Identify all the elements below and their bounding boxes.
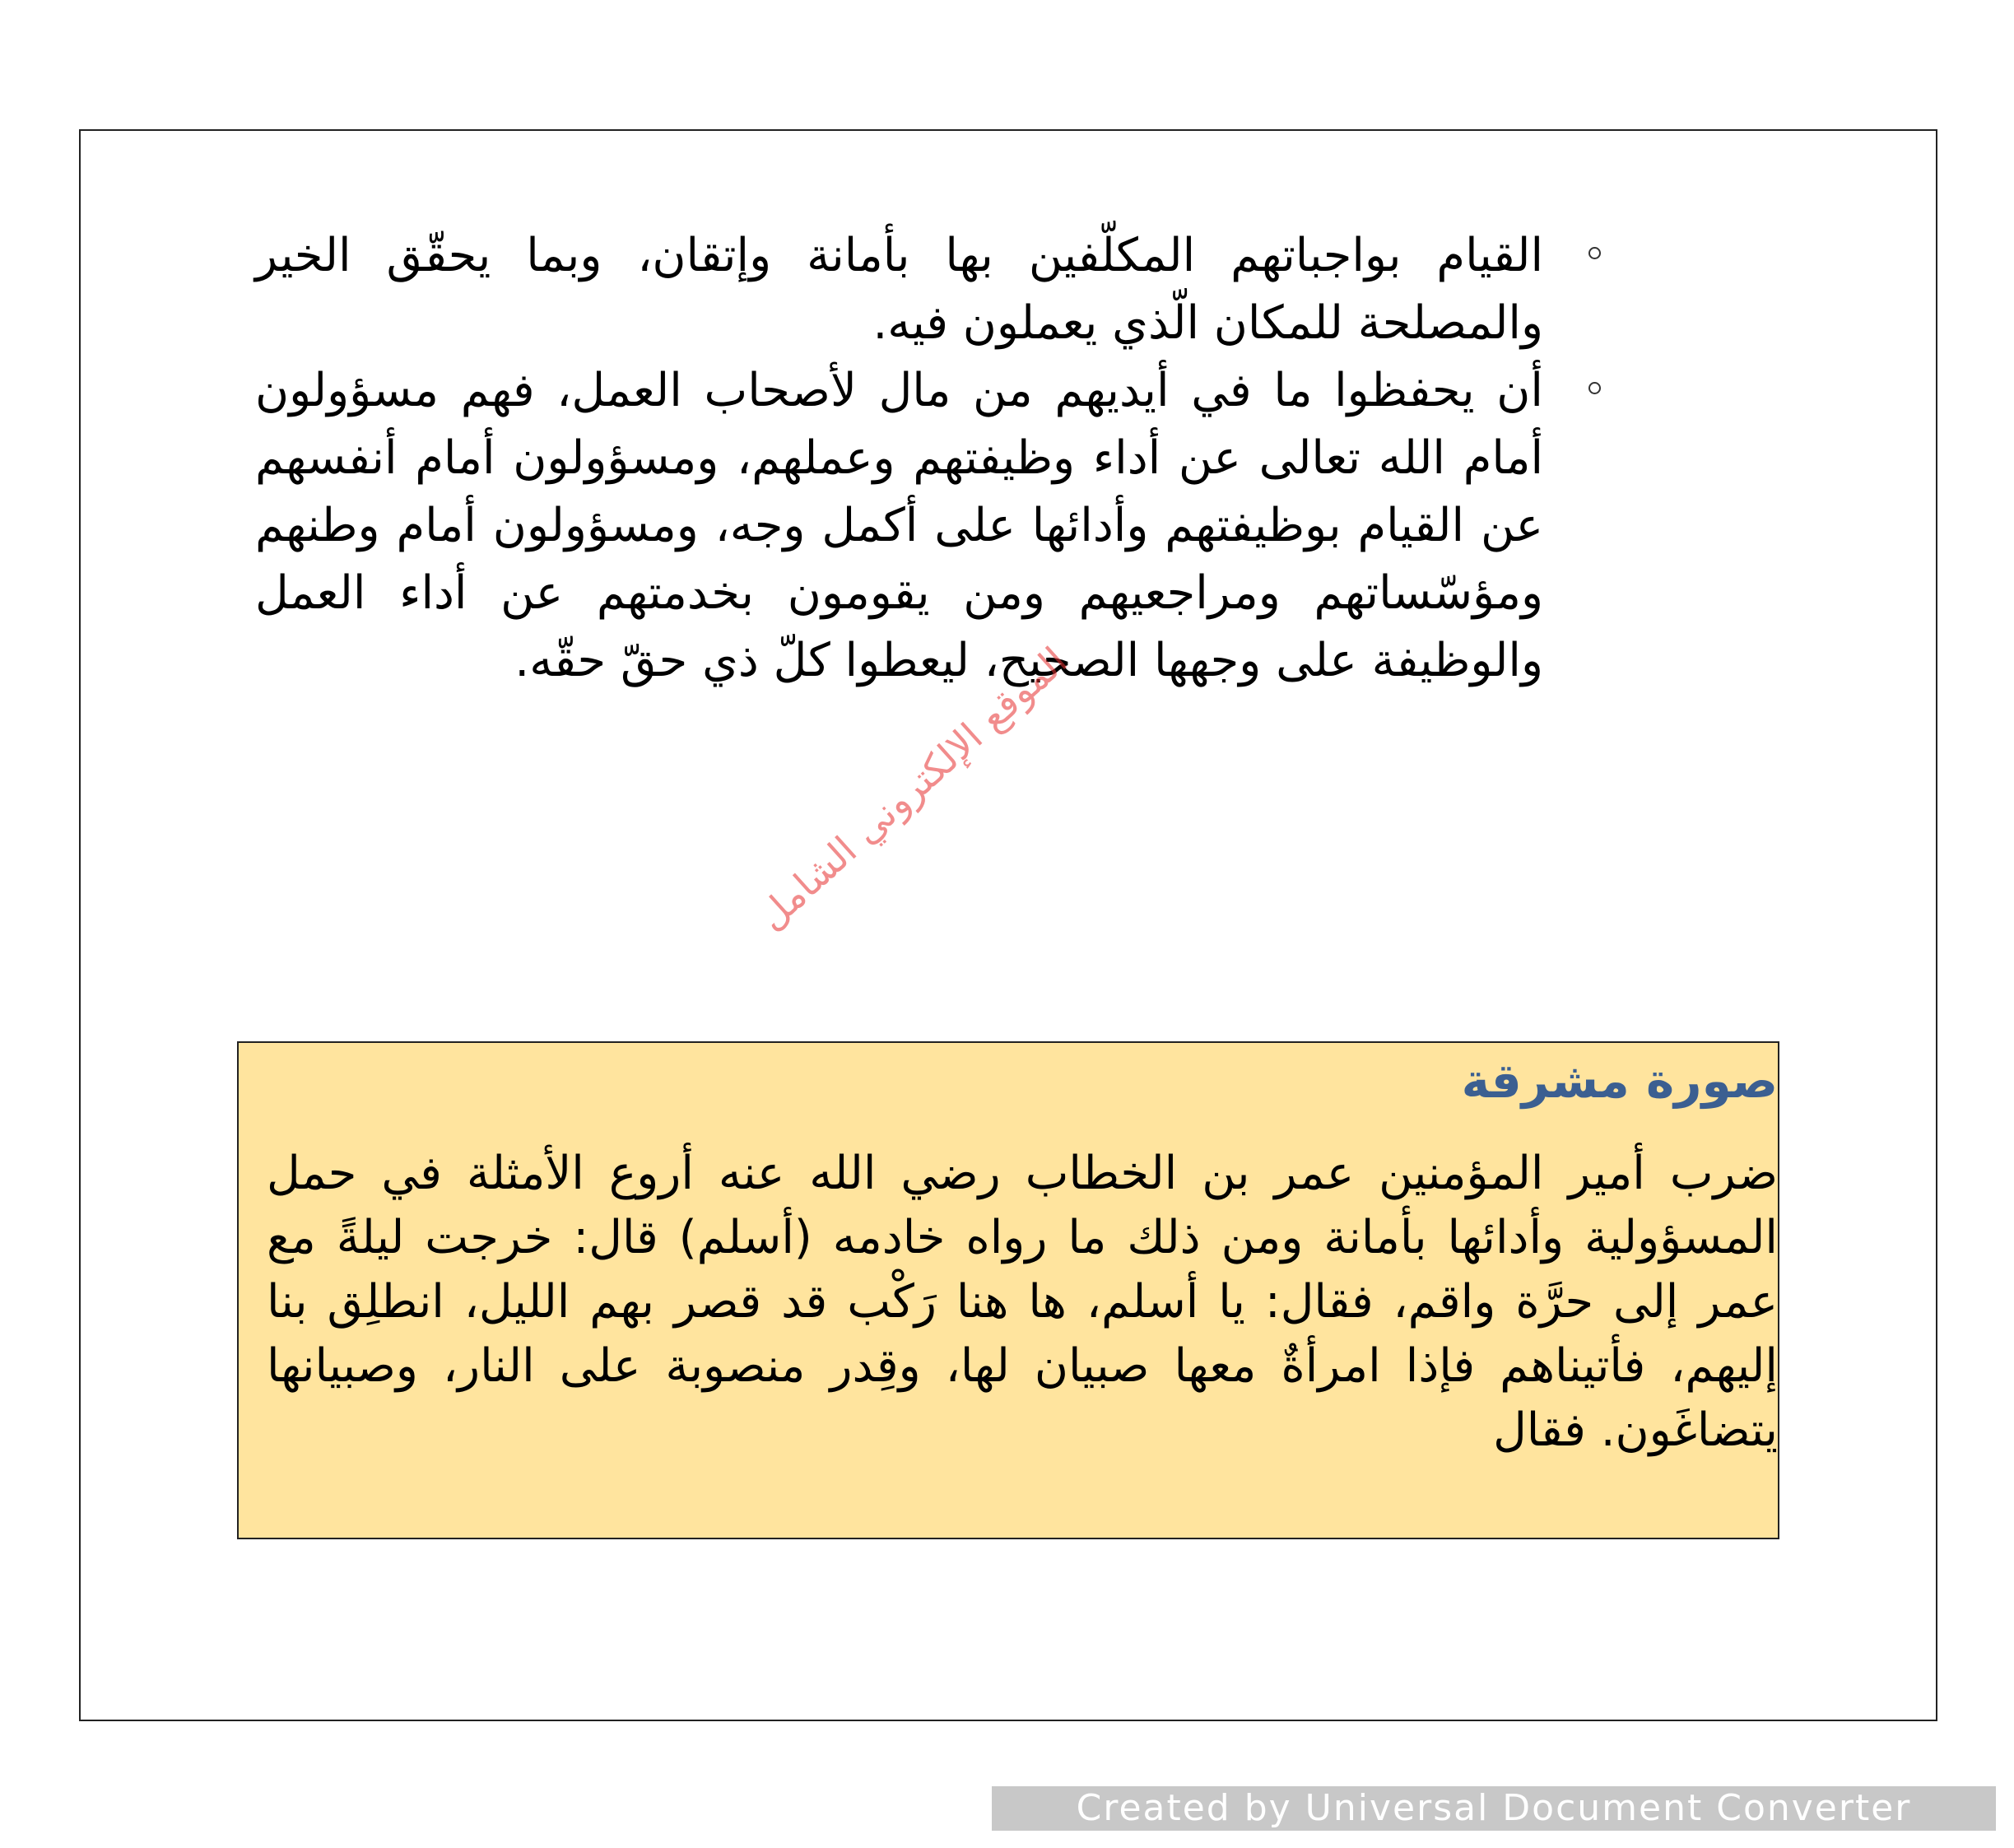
box-body-text: ضرب أمير المؤمنين عمر بن الخطاب رضي الله عنه أروع الأمثلة في حمل المسؤولية وأدائها بأمانة ومن ذلك ما رواه خادمه (أسلم) قال: خرجت ليلةً مع عمر إلى حرَّة واقم، فقال: يا أسلم، ها هنا رَكْب قد قصر بهم الليل، انطلِق بنا إليهم، فأتيناهم فإذا امرأةٌ معها صبيان لها، وقِدر منصوبة على النار، وصبيانها يتضاغَون. فقال [267,1147,1778,1457]
highlight-box [237,1041,1779,1539]
bullet-list [255,222,1646,695]
bullet-text-preserve-money: أن يحفظوا ما في أيديهم من مال لأصحاب العمل، فهم مسؤولون أمام الله تعالى عن أداء وظيفتهم وعملهم، ومسؤولون أمام أنفسهم عن القيام بوظيفتهم وأدائها على أكمل وجه، ومسؤولون أمام وطنهم ومؤسّساتهم ومراجعيهم ومن يقومون بخدمتهم عن أداء العمل والوظيفة على وجهها الصحيح، ليعطوا كلّ ذي حقّ حقّه. [255,364,1543,687]
circle-bullet-icon [1588,382,1601,394]
site-watermark: الموقع الإلكتروني الشامل [749,638,1076,939]
converter-footer-banner: Created by Universal Document Converter [992,1786,1996,1831]
box-title: صورة مشرقة [1461,1053,1778,1109]
circle-bullet-icon [1588,247,1601,259]
bullet-text-duties: القيام بواجباتهم المكلّفين بها بأمانة وإتقان، وبما يحقّق الخير والمصلحة للمكان الّذي يعملون فيه. [255,229,1543,350]
bullet-item-preserve-money [255,357,1543,695]
bullet-item-duties [255,222,1543,357]
